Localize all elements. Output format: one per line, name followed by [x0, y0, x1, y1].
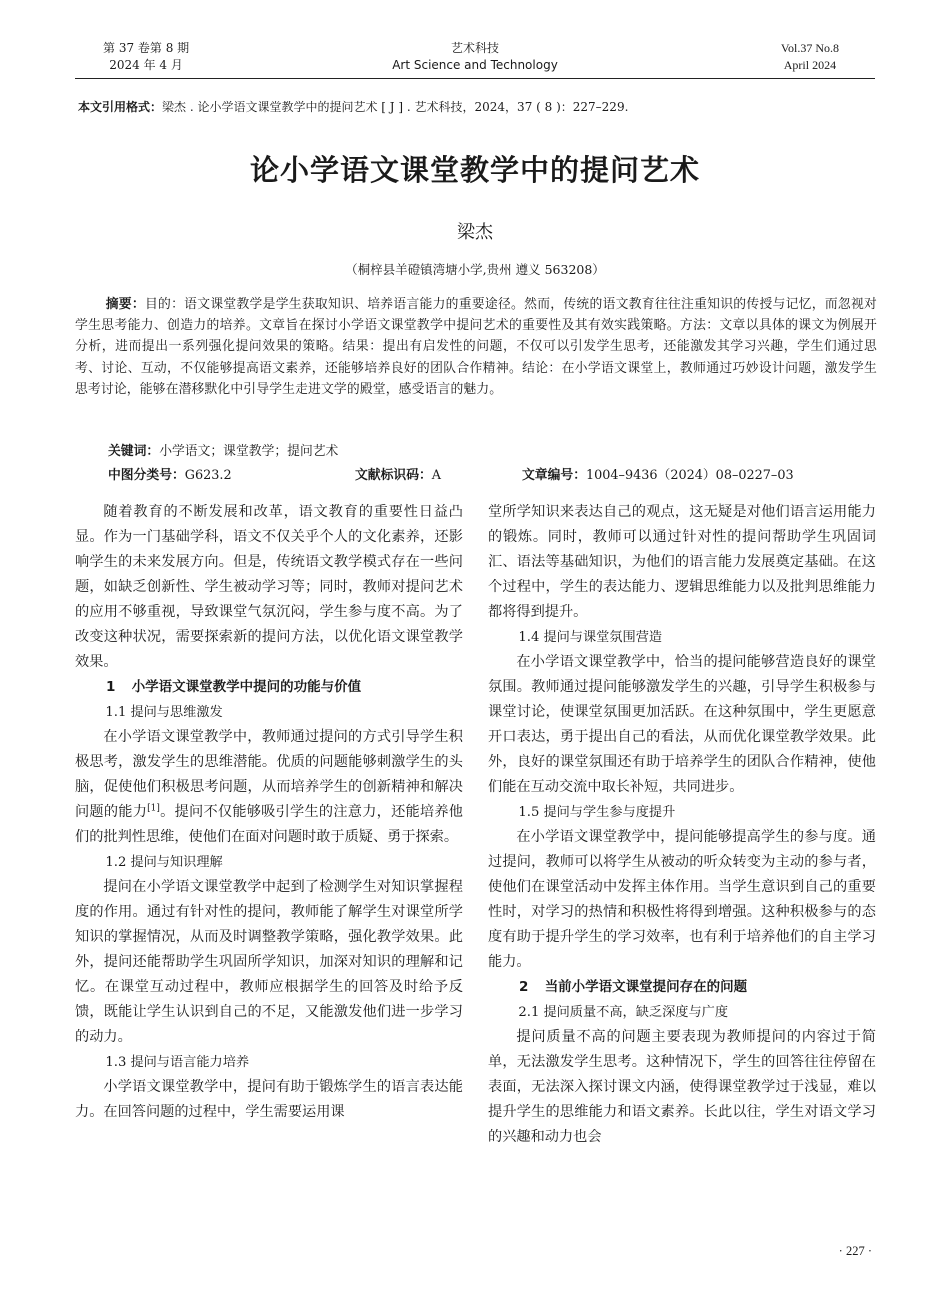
reference-marker: [1]: [147, 803, 160, 814]
subsection-title: 提问与知识理解: [130, 855, 223, 870]
volume-issue-cn: 第 37 卷第 8 期: [103, 41, 190, 55]
paragraph-1-5: 在小学语文课堂教学中，提问能够提高学生的参与度。通过提问，教师可以将学生从被动的听众转变为主动的参与者，使他们在课堂活动中发挥主体作用。当学生意识到自己的重要性时，对学习的热情和积极性将得到增强。这种积极参与的态度有助于提升学生的学习效率，也有利于培养他们的自主学习能力。: [488, 829, 876, 970]
article-number-label: 文章编号：: [522, 468, 586, 483]
journal-name-cn: 艺术科技: [450, 41, 499, 55]
section-number: 1: [106, 679, 116, 695]
volume-issue-en: Vol.37 No.8: [780, 41, 839, 55]
author-affiliation: （桐梓县羊磴镇湾塘小学,贵州 遵义 563208）: [345, 262, 605, 277]
section-1-4-heading: [488, 625, 876, 650]
paragraph-1-3-part-1: 小学语文课堂教学中，提问有助于锻炼学生的语言表达能力。在回答问题的过程中，学生需要运用课: [75, 1079, 463, 1120]
doc-code-label: 文献标识码：: [355, 468, 432, 483]
header-right: [781, 40, 839, 74]
subsection-title: 提问与学生参与度提升: [543, 805, 676, 820]
body-right-column: [488, 500, 876, 1150]
page-number: · 227 ·: [838, 1244, 872, 1258]
running-header: [75, 38, 875, 79]
author-name: 梁杰: [457, 222, 493, 243]
paragraph-1-1: [75, 725, 463, 850]
section-2-heading: [488, 975, 876, 1000]
subsection-title: 提问质量不高，缺乏深度与广度: [543, 1005, 729, 1020]
header-center: [75, 40, 875, 74]
citation-format: [78, 98, 878, 115]
section-1-3-heading: [75, 1050, 463, 1075]
citation-text: 梁杰 . 论小学语文课堂教学中的提问艺术 [ J ] . 艺术科技，2024，37 ( 8 )：227–229.: [162, 100, 629, 114]
journal-name-en: Art Science and Technology: [392, 58, 558, 72]
section-number: 2: [519, 979, 529, 995]
subsection-title: 提问与语言能力培养: [130, 1055, 250, 1070]
subsection-title: 提问与思维激发: [130, 705, 223, 720]
body-left-column: [75, 500, 463, 1125]
section-1-5-heading: [488, 800, 876, 825]
subsection-number: 1.2: [105, 855, 127, 870]
section-1-2-heading: [75, 850, 463, 875]
keywords-label: 关键词：: [108, 444, 160, 459]
subsection-number: 1.5: [518, 805, 540, 820]
document-code: [355, 464, 441, 483]
clc-number: [108, 464, 232, 483]
section-2-1-heading: [488, 1000, 876, 1025]
subsection-number: 1.3: [105, 1055, 127, 1070]
paragraph-1-2: 提问在小学语文课堂教学中起到了检测学生对知识掌握程度的作用。通过有针对性的提问，教师能了解学生对课堂所学知识的掌握情况，从而及时调整教学策略，强化教学效果。此外，提问还能帮助学生巩固所学知识，加深对知识的理解和记忆。在课堂互动过程中，教师应根据学生的回答及时给予反馈，既能让学生认识到自己的不足，又能激发他们进一步学习的动力。: [75, 879, 463, 1045]
clc-value: G623.2: [184, 468, 232, 483]
section-title: 小学语文课堂教学中提问的功能与价值: [131, 679, 362, 695]
subsection-number: 1.4: [518, 630, 540, 645]
clc-label: 中图分类号：: [108, 468, 185, 483]
abstract-label: 摘要：: [105, 297, 145, 312]
date-en: April 2024: [783, 58, 837, 72]
intro-paragraph: 随着教育的不断发展和改革，语文教育的重要性日益凸显。作为一门基础学科，语文不仅关乎个人的文化素养，还影响学生的未来发展方向。但是，传统语文教学模式存在一些问题，如缺乏创新性、学生被动学习等；同时，教师对提问艺术的应用不够重视，导致课堂气氛沉闷，学生参与度不高。为了改变这种状况，需要探索新的提问方法，以优化语文课堂教学效果。: [75, 504, 463, 670]
keywords-text: 小学语文；课堂教学；提问艺术: [159, 444, 339, 459]
paragraph-1-3-part-2: 堂所学知识来表达自己的观点，这无疑是对他们语言运用能力的锻炼。同时，教师可以通过针对性的提问帮助学生巩固词汇、语法等基础知识，为他们的语言能力发展奠定基础。在这个过程中，学生的表达能力、逻辑思维能力以及批判思维能力都将得到提升。: [488, 504, 876, 620]
date-cn: 2024 年 4 月: [109, 58, 183, 72]
section-1-1-heading: [75, 700, 463, 725]
paragraph-1-4: 在小学语文课堂教学中，恰当的提问能够营造良好的课堂氛围。教师通过提问能够激发学生的兴趣，引导学生积极参与课堂讨论，使课堂氛围更加活跃。在这种氛围中，学生更愿意开口表达，勇于提出自己的看法，从而优化课堂教学效果。此外，良好的课堂氛围还有助于培养学生的团队合作精神，使他们能在互动交流中取长补短，共同进步。: [488, 654, 876, 795]
subsection-number: 2.1: [518, 1005, 540, 1020]
subsection-title: 提问与课堂氛围营造: [543, 630, 663, 645]
keywords: [108, 440, 338, 459]
abstract: [75, 294, 877, 400]
article-number: [522, 464, 794, 483]
subsection-number: 1.1: [105, 705, 127, 720]
paragraph-text: 在小学语文课堂教学中，教师通过提问的方式引导学生积极思考，激发学生的思维潜能。优质的问题能够刺激学生的头脑，促使他们积极思考问题，从而培养学生的创新精神和解决问题的能力: [75, 729, 463, 820]
citation-label: 本文引用格式：: [78, 100, 163, 114]
paper-title: 论小学语文课堂教学中的提问艺术: [249, 153, 700, 187]
paragraph-text: 。提问不仅能够吸引学生的注意力，还能培养他们的批判性思维，使他们在面对问题时敢于质疑、勇于探索。: [75, 804, 463, 845]
doc-code-value: A: [431, 468, 442, 483]
article-number-value: 1004–9436（2024）08–0227–03: [585, 468, 794, 483]
paragraph-2-1: 提问质量不高的问题主要表现为教师提问的内容过于简单，无法激发学生思考。这种情况下，学生的回答往往停留在表面，无法深入探讨课文内涵，使得课堂教学过于浅显，难以提升学生的思维能力和语文素养。长此以往，学生对语文学习的兴趣和动力也会: [488, 1029, 876, 1145]
section-1-heading: [75, 675, 463, 700]
abstract-text: 目的：语文课堂教学是学生获取知识、培养语言能力的重要途径。然而，传统的语文教育往往注重知识的传授与记忆，而忽视对学生思考能力、创造力的培养。文章旨在探讨小学语文课堂教学中提问艺术的重要性及其有效实践策略。方法：文章以具体的课文为例展开分析，进而提出一系列强化提问效果的策略。结果：提出有启发性的问题，不仅可以引发学生思考，还能激发其学习兴趣，学生们通过思考、讨论、互动，不仅能够提高语文素养，还能够培养良好的团队合作精神。结论：在小学语文课堂上，教师通过巧妙设计问题，激发学生思考讨论，能够在潜移默化中引导学生走进文学的殿堂，感受语言的魅力。: [75, 297, 878, 397]
section-title: 当前小学语文课堂提问存在的问题: [544, 979, 748, 995]
